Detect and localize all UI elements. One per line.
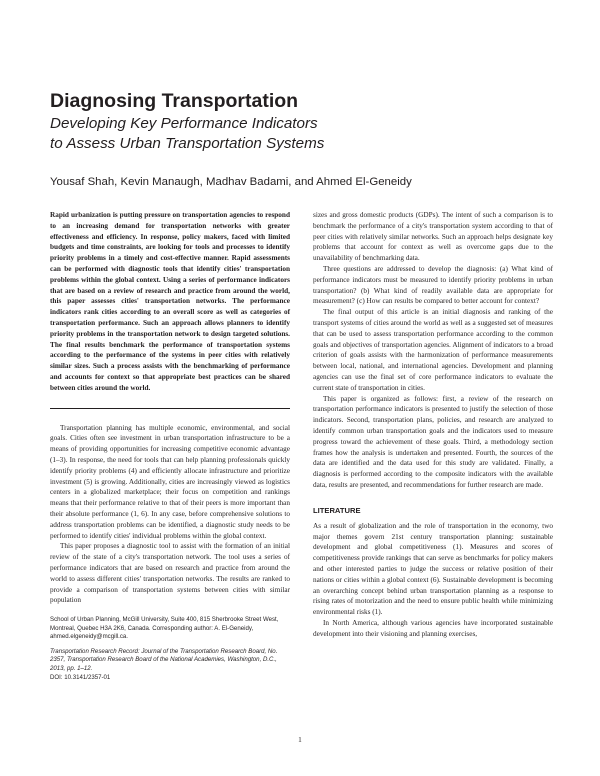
page-number: 1 <box>298 735 302 744</box>
body-paragraph: Three questions are addressed to develop the diagnosis: (a) What kind of performance indicators must be measured to identify priority problems in urban transportation? (b) What kind of readily available data are appropriate for measurement? (c) How can results be compared to better account for context? <box>313 264 553 306</box>
article-title: Diagnosing Transportation <box>50 90 299 112</box>
body-paragraph: This paper is organized as follows: first, a review of the research on transportation performance indicators is presented to justify the selection of those indicators. Second, transportation plans, policies, and research are analyzed to identify common urban transportation goals and the indicators used to measure progress toward the achievement of these goals. Third, a methodology section frames how the analysis is undertaken and presented. Fourth, the sources of the data are identified and the data used for this study are validated. Finally, a diagnosis is performed according to the composite indicators with the available data, results are presented, and recommendations for further research are made. <box>313 394 553 489</box>
affiliation-footnote: School of Urban Planning, McGill University, Suite 400, 815 Sherbrooke Street West, Montreal, Quebec H3A 2K6, Canada. Corresponding author: A. El-Geneidy, ahmed.elgeneidy@mcgill.ca. <box>50 616 279 641</box>
article-subtitle <box>50 114 570 154</box>
right-column <box>313 210 553 639</box>
body-paragraph: As a result of globalization and the role of transportation in the economy, two major themes govern 21st century transportation planning: sustainable development and global competitiveness (1). Measures and scores of competitiveness provide rankings that can serve as benchmarks for policy makers and other interested parties to judge the success or relative position of their nations or cities within a global context (6). Sustainable development is becoming an overarching concept behind urban transportation planning as a response to rising rates of motorization and the need to ensure public health while minimizing environmental risks (1). <box>313 521 553 617</box>
abstract: Rapid urbanization is putting pressure on transportation agencies to respond to an increasing demand for transportation networks with greater effectiveness and efficiency. In response, policy makers, faced with limited budgets and time constraints, are looking for tools and processes to identify priority problems in a timely and cost-effective manner. Rapid assessments can be performed with diagnostic tools that identify cities' transportation problems within the global context. Using a series of performance indicators that are based on a review of research and practice from around the world, this paper assesses cities' transportation networks. The performance indicators rank cities according to an overall score as well as categories of transportation performance. Such an approach allows planners to identify priority problems in the transportation network to design targeted solutions. The final results benchmark the performance of transportation systems according to the performance of the systems in peer cities with relatively similar sizes. Such a process assists with the benchmarking of performance and accounts for context so that appropriate best practices can be shared between cities around the world. <box>50 211 290 392</box>
subtitle-line: Developing Key Performance Indicators <box>50 115 318 132</box>
subtitle-line: to Assess Urban Transportation Systems <box>50 135 325 152</box>
citation-footnote: Transportation Research Record: Journal of the Transportation Research Board, No. 2357, Transportation Research Board of the National Academies, Washington, D.C., 2013, pp. 1–12. <box>50 647 278 673</box>
section-heading-literature: LITERATURE <box>313 505 361 515</box>
left-column <box>50 210 290 682</box>
body-paragraph: This paper proposes a diagnostic tool to assist with the formation of an initial review of the state of a city's transportation network. The tool uses a series of performance indicators that are based on research and practice from around the world to assess different cities' transportation networks. The results are ranked to provide a comparison of transportation systems between cities with similar population <box>50 542 290 605</box>
body-paragraph: sizes and gross domestic products (GDPs). The intent of such a comparison is to benchmark the performance of a city's transportation system according to that of peer cities with relatively similar networks. Such an approach helps designate key problems that account for context as well as overcome gaps due to the unavailability of benchmarking data. <box>313 211 553 263</box>
body-paragraph: In North America, although various agencies have incorporated sustainable development into their visioning and planning exercises, <box>313 618 553 638</box>
author-list: Yousaf Shah, Kevin Manaugh, Madhav Badami, and Ahmed El-Geneidy <box>50 176 412 188</box>
doi-footnote: DOI: 10.3141/2357-01 <box>50 673 111 681</box>
body-paragraph: Transportation planning has multiple economic, environmental, and social goals. Cities often see investment in urban transportation infrastructure to be a means of providing opportunities for increasing competitive economic advantage (1–3). In response, the need for tools that can help planning professionals quickly identify priority problems (4) and efficiently allocate infrastructure and prioritize investment (5) is growing. Additionally, cities are increasingly viewed as logistics centers in a globalized marketplace; their focus on competition and rankings means that their performance relative to that of their peers is more important than their absolute performance (1, 6). In any case, before comprehensive solutions to address transportation problems can be identified, a diagnostic study needs to be performed to identify cities' individual problems within the global context. <box>50 423 290 540</box>
body-paragraph: The final output of this article is an initial diagnosis and ranking of the transport systems of cities around the world as well as a suggested set of measures that can be used to assess transportation performance according to the common goals and objectives of transportation agencies. Alignment of indicators to a broad criterion of goals assists with the harmonization of performance measurements between local, national, and international agencies. Development and planning agencies can use the final set of core performance indicators to evaluate the current state of transportation in cities. <box>313 308 553 392</box>
